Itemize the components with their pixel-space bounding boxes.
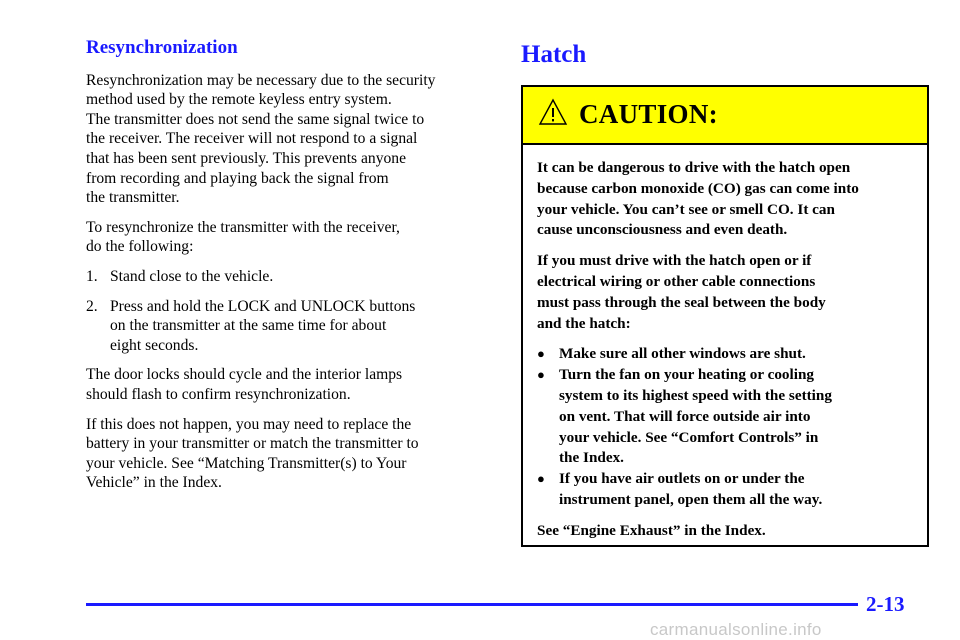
- text-line: instrument panel, open them all the way.: [559, 490, 823, 508]
- text-line: If you have air outlets on or under the: [559, 470, 805, 488]
- step-text: [110, 267, 491, 287]
- footer-rule: [86, 603, 858, 606]
- resync-paragraph-3: [86, 365, 491, 404]
- page-number: 2-13: [866, 592, 905, 616]
- resync-title: Resynchronization: [86, 37, 238, 58]
- text-line: Vehicle” in the Index.: [86, 474, 222, 492]
- caution-bullet-list: [537, 344, 913, 510]
- bullet-dot-icon: ●: [537, 367, 545, 383]
- caution-body: [523, 145, 927, 542]
- list-item: [537, 365, 913, 469]
- caution-paragraph-1: [537, 158, 913, 241]
- hatch-section: [521, 40, 929, 539]
- bullet-text: [559, 469, 913, 511]
- step-number: 1.: [86, 267, 98, 285]
- text-line: system to its highest speed with the setting: [559, 386, 832, 404]
- text-line: the receiver. The receiver will not respond to a signal: [86, 130, 418, 148]
- bullet-text: [559, 365, 913, 469]
- text-line: eight seconds.: [110, 336, 199, 354]
- text-line: Resynchronization may be necessary due to the security: [86, 71, 436, 89]
- text-line: must pass through the seal between the body: [537, 293, 826, 311]
- text-line: your vehicle. You can’t see or smell CO. It can: [537, 200, 835, 218]
- text-line: your vehicle. See “Comfort Controls” in: [559, 428, 819, 446]
- text-line: If you must drive with the hatch open or if: [537, 252, 812, 270]
- caution-label: CAUTION:: [579, 99, 718, 129]
- step-text: [110, 297, 491, 356]
- bullet-dot-icon: ●: [537, 346, 545, 362]
- text-line: cause unconsciousness and even death.: [537, 221, 788, 239]
- caution-footer: See “Engine Exhaust” in the Index.: [537, 521, 766, 539]
- text-line: Turn the fan on your heating or cooling: [559, 366, 814, 384]
- text-line: Press and hold the LOCK and UNLOCK buttons: [110, 297, 416, 315]
- text-line: the Index.: [559, 449, 624, 467]
- bullet-dot-icon: ●: [537, 471, 545, 487]
- resync-paragraph-4: [86, 415, 491, 493]
- text-line: and the hatch:: [537, 314, 631, 332]
- caution-paragraph-2: [537, 251, 913, 334]
- resync-paragraph-2: [86, 218, 491, 257]
- text-line: because carbon monoxide (CO) gas can come into: [537, 179, 859, 197]
- hatch-title: Hatch: [521, 41, 587, 68]
- text-line: method used by the remote keyless entry system.: [86, 91, 392, 109]
- resync-section: [86, 38, 491, 503]
- text-line: on vent. That will force outside air into: [559, 407, 811, 425]
- text-line: on the transmitter at the same time for about: [110, 317, 387, 335]
- text-line: The transmitter does not send the same signal twice to: [86, 110, 425, 128]
- text-line: from recording and playing back the signal from: [86, 169, 389, 187]
- list-item: [537, 469, 913, 511]
- bullet-text: [559, 344, 913, 365]
- text-line: The door locks should cycle and the interior lamps: [86, 366, 403, 384]
- step-item: [86, 267, 491, 287]
- warning-triangle-icon: [538, 97, 568, 127]
- text-line: battery in your transmitter or match the transmitter to: [86, 435, 419, 453]
- text-line: do the following:: [86, 238, 194, 256]
- text-line: To resynchronize the transmitter with the receiver,: [86, 218, 400, 236]
- step-item: [86, 297, 491, 356]
- step-number: 2.: [86, 297, 98, 315]
- text-line: Make sure all other windows are shut.: [559, 345, 806, 363]
- text-line: If this does not happen, you may need to replace the: [86, 415, 412, 433]
- list-item: [537, 344, 913, 365]
- caution-box: [521, 85, 929, 547]
- text-line: It can be dangerous to drive with the hatch open: [537, 159, 851, 176]
- text-line: electrical wiring or other cable connections: [537, 272, 816, 290]
- watermark: carmanualsonline.info: [650, 620, 822, 639]
- text-line: the transmitter.: [86, 189, 180, 207]
- text-line: your vehicle. See “Matching Transmitter(s) to Your: [86, 454, 407, 472]
- text-line: should flash to confirm resynchronization.: [86, 385, 351, 403]
- caution-header: [523, 87, 927, 145]
- text-line: that has been sent previously. This prevents anyone: [86, 149, 407, 167]
- text-line: Stand close to the vehicle.: [110, 267, 274, 285]
- resync-paragraph-1: [86, 71, 491, 208]
